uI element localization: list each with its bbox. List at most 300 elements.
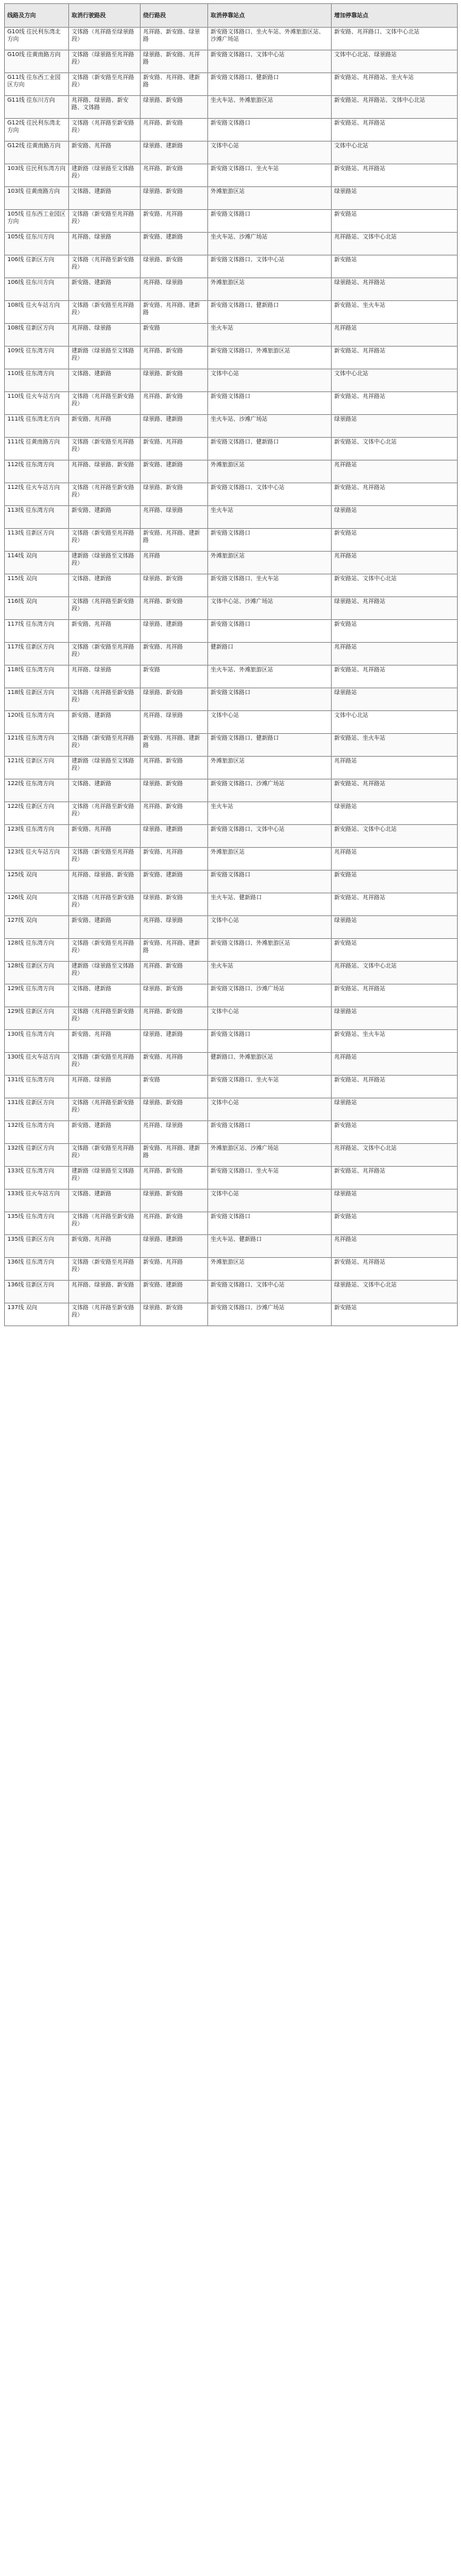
cancelled-stops-cell: 新安路文体路口、文体中心站 (208, 825, 332, 848)
added-stops-cell: 新安路站、坐火车站 (332, 301, 458, 324)
cancelled-stops-cell: 坐火车站 (208, 324, 332, 347)
table-row (5, 893, 458, 916)
header-cancelled-section: 取消行驶路段 (69, 4, 141, 28)
route-cell: 116线 双向 (5, 597, 69, 620)
table-row (5, 711, 458, 734)
cancelled-stops-cell: 新安路文体路口、文体中心站 (208, 50, 332, 73)
cancelled-section-cell: 兆祥路、绿景路、新安路 (69, 461, 141, 483)
table-row (5, 210, 458, 233)
route-cell: 113线 往东湾方向 (5, 506, 69, 529)
detour-section-cell: 绿景路、建新路 (141, 1235, 208, 1258)
added-stops-cell: 新安路站、坐火车站 (332, 1030, 458, 1053)
table-row (5, 574, 458, 597)
detour-section-cell: 兆祥路、绿景路 (141, 506, 208, 529)
route-cell: 130线 往东湾方向 (5, 1030, 69, 1053)
added-stops-cell: 绿景路站 (332, 1190, 458, 1212)
added-stops-cell: 新安路站、兆祥路站 (332, 1167, 458, 1190)
table-row (5, 1235, 458, 1258)
cancelled-section-cell: 文体路、建新路 (69, 369, 141, 392)
cancelled-section-cell: 文体路（新安路至兆祥路段） (69, 734, 141, 757)
detour-section-cell: 绿景路、新安路 (141, 779, 208, 802)
cancelled-section-cell: 文体路（新安路至兆祥路段） (69, 529, 141, 552)
route-cell: 108线 往火车站方向 (5, 301, 69, 324)
cancelled-section-cell: 兆祥路、绿景路、新安路 (69, 871, 141, 893)
cancelled-section-cell: 新安路、建新路 (69, 916, 141, 939)
detour-section-cell: 绿景路、新安路 (141, 985, 208, 1007)
cancelled-section-cell: 新安路、建新路 (69, 506, 141, 529)
route-cell: G12线 往民利东湾北方向 (5, 119, 69, 142)
cancelled-section-cell: 新安路、兆祥路 (69, 1235, 141, 1258)
cancelled-stops-cell: 新安路文体路口 (208, 1121, 332, 1144)
cancelled-section-cell: 兆祥路、绿景路 (69, 324, 141, 347)
cancelled-stops-cell: 新安路文体路口、沙滩广场站 (208, 985, 332, 1007)
detour-section-cell: 绿景路、建新路 (141, 620, 208, 643)
added-stops-cell: 绿景路站 (332, 415, 458, 438)
cancelled-section-cell: 文体路（新安路至兆祥路段） (69, 848, 141, 871)
route-cell: 128线 往新区方向 (5, 962, 69, 985)
added-stops-cell: 绿景路站 (332, 506, 458, 529)
added-stops-cell: 新安路站 (332, 210, 458, 233)
cancelled-section-cell: 文体路（新安路至兆祥路段） (69, 1258, 141, 1281)
added-stops-cell: 新安路站、兆祥路站 (332, 392, 458, 415)
table-header-row (5, 4, 458, 28)
table-row (5, 119, 458, 142)
table-row (5, 369, 458, 392)
detour-section-cell: 新安路 (141, 324, 208, 347)
route-cell: 115线 双向 (5, 574, 69, 597)
cancelled-stops-cell: 新安路文体路口、外滩旅游区站 (208, 347, 332, 369)
table-row (5, 347, 458, 369)
cancelled-stops-cell: 外滩旅游区站 (208, 278, 332, 301)
table-row (5, 483, 458, 506)
detour-section-cell: 绿景路、新安路 (141, 1190, 208, 1212)
detour-section-cell: 兆祥路、新安路、绿景路 (141, 28, 208, 50)
cancelled-section-cell: 建新路（绿景路至文体路段） (69, 552, 141, 574)
cancelled-stops-cell: 新安路文体路口、健新路口 (208, 73, 332, 96)
cancelled-stops-cell: 文体中心站 (208, 142, 332, 164)
cancelled-stops-cell: 新安路文体路口 (208, 529, 332, 552)
table-row (5, 233, 458, 255)
table-row (5, 1121, 458, 1144)
route-cell: G10线 往黄南路方向 (5, 50, 69, 73)
cancelled-stops-cell: 坐火车站、健新路口 (208, 1235, 332, 1258)
cancelled-stops-cell: 坐火车站 (208, 962, 332, 985)
route-cell: 136线 往新区方向 (5, 1281, 69, 1303)
detour-section-cell: 新安路、兆祥路 (141, 848, 208, 871)
cancelled-section-cell: 建新路（绿景路至文体路段） (69, 347, 141, 369)
table-row (5, 757, 458, 779)
cancelled-section-cell: 建新路（绿景路至文体路段） (69, 962, 141, 985)
route-cell: 113线 往新区方向 (5, 529, 69, 552)
cancelled-section-cell: 文体路（兆祥路至新安路段） (69, 483, 141, 506)
table-row (5, 1212, 458, 1235)
detour-section-cell: 兆祥路、新安路 (141, 757, 208, 779)
cancelled-stops-cell: 坐火车站 (208, 802, 332, 825)
detour-section-cell: 新安路、建新路 (141, 233, 208, 255)
cancelled-stops-cell: 新安路文体路口、健新路口 (208, 301, 332, 324)
table-row (5, 255, 458, 278)
detour-section-cell: 兆祥路、新安路 (141, 347, 208, 369)
table-row (5, 1258, 458, 1281)
table-row (5, 187, 458, 210)
detour-section-cell: 兆祥路、新安路 (141, 1007, 208, 1030)
cancelled-stops-cell: 新安路文体路口、健新路口 (208, 438, 332, 461)
detour-section-cell: 绿景路、新安路 (141, 369, 208, 392)
cancelled-section-cell: 新安路、兆祥路 (69, 142, 141, 164)
table-row (5, 802, 458, 825)
cancelled-section-cell: 文体路（新安路至兆祥路段） (69, 643, 141, 666)
cancelled-section-cell: 文体路（兆祥路至新安路段） (69, 1212, 141, 1235)
cancelled-section-cell: 新安路、兆祥路 (69, 620, 141, 643)
cancelled-stops-cell: 新安路文体路口、坐火车站 (208, 1167, 332, 1190)
added-stops-cell: 新安路站、兆祥路站 (332, 1258, 458, 1281)
table-row (5, 688, 458, 711)
cancelled-stops-cell: 健新路口 (208, 643, 332, 666)
cancelled-section-cell: 建新路（绿景路至文体路段） (69, 757, 141, 779)
detour-section-cell: 绿景路、新安路 (141, 893, 208, 916)
added-stops-cell: 新安路站、坐火车站 (332, 734, 458, 757)
cancelled-section-cell: 新安路、建新路 (69, 711, 141, 734)
detour-section-cell: 兆祥路、新安路 (141, 164, 208, 187)
added-stops-cell: 新安路、兆祥路口、文体中心北站 (332, 28, 458, 50)
cancelled-section-cell: 文体路（绿景路至兆祥路段） (69, 50, 141, 73)
added-stops-cell: 兆祥路站 (332, 643, 458, 666)
cancelled-section-cell: 文体路（兆祥路至新安路段） (69, 688, 141, 711)
route-cell: 108线 往新区方向 (5, 324, 69, 347)
cancelled-section-cell: 文体路、建新路 (69, 779, 141, 802)
added-stops-cell: 新安路站、兆祥路站 (332, 666, 458, 688)
cancelled-stops-cell: 外滩旅游区站 (208, 1258, 332, 1281)
detour-section-cell: 绿景路、建新路 (141, 825, 208, 848)
added-stops-cell: 文体中心北站 (332, 369, 458, 392)
route-cell: 123线 往火车站方向 (5, 848, 69, 871)
detour-section-cell: 绿景路、新安路 (141, 96, 208, 119)
cancelled-stops-cell: 坐火车站、健新路口 (208, 893, 332, 916)
detour-section-cell: 新安路、兆祥路、建新路 (141, 301, 208, 324)
detour-section-cell: 新安路 (141, 1076, 208, 1098)
cancelled-section-cell: 文体路、建新路 (69, 1190, 141, 1212)
added-stops-cell: 新安路站、兆祥路站 (332, 347, 458, 369)
detour-section-cell: 新安路、兆祥路 (141, 1258, 208, 1281)
cancelled-stops-cell: 文体中心站 (208, 1190, 332, 1212)
cancelled-stops-cell: 坐火车站、沙滩广场站 (208, 415, 332, 438)
cancelled-section-cell: 文体路（新安路至兆祥路段） (69, 1144, 141, 1167)
added-stops-cell: 新安路站 (332, 871, 458, 893)
added-stops-cell: 新安路站、兆祥路站 (332, 1076, 458, 1098)
added-stops-cell: 新安路站、文体中心北站 (332, 438, 458, 461)
cancelled-stops-cell: 坐火车站、外滩旅游区站 (208, 666, 332, 688)
detour-section-cell: 新安路 (141, 666, 208, 688)
route-cell: G11线 往东西工业园区方向 (5, 73, 69, 96)
route-cell: 132线 往新区方向 (5, 1144, 69, 1167)
cancelled-stops-cell: 文体中心站 (208, 369, 332, 392)
detour-section-cell: 兆祥路、新安路 (141, 1212, 208, 1235)
detour-section-cell: 新安路、建新路 (141, 461, 208, 483)
cancelled-stops-cell: 新安路文体路口 (208, 871, 332, 893)
route-cell: 122线 往新区方向 (5, 802, 69, 825)
added-stops-cell: 兆祥路站 (332, 1053, 458, 1076)
table-row (5, 916, 458, 939)
cancelled-stops-cell: 新安路文体路口 (208, 392, 332, 415)
added-stops-cell: 新安路站、兆祥路站 (332, 985, 458, 1007)
table-row (5, 848, 458, 871)
detour-section-cell: 绿景路、建新路 (141, 142, 208, 164)
detour-section-cell: 兆祥路 (141, 552, 208, 574)
table-row (5, 1281, 458, 1303)
cancelled-stops-cell: 新安路文体路口 (208, 620, 332, 643)
header-route: 线路及方向 (5, 4, 69, 28)
route-cell: 121线 往东湾方向 (5, 734, 69, 757)
route-cell: G10线 往民利东湾北方向 (5, 28, 69, 50)
route-cell: 130线 往火车站方向 (5, 1053, 69, 1076)
table-row (5, 506, 458, 529)
cancelled-section-cell: 新安路、兆祥路 (69, 415, 141, 438)
cancelled-stops-cell: 外滩旅游区站、沙滩广场站 (208, 1144, 332, 1167)
added-stops-cell: 兆祥路站、文体中心北站 (332, 1144, 458, 1167)
added-stops-cell: 兆祥路站 (332, 848, 458, 871)
cancelled-stops-cell: 坐火车站、沙滩广场站 (208, 233, 332, 255)
route-cell: 136线 往东湾方向 (5, 1258, 69, 1281)
route-cell: 109线 往东湾方向 (5, 347, 69, 369)
detour-section-cell: 新安路、兆祥路 (141, 210, 208, 233)
cancelled-stops-cell: 外滩旅游区站 (208, 187, 332, 210)
table-row (5, 96, 458, 119)
table-row (5, 1076, 458, 1098)
cancelled-section-cell: 兆祥路、绿景路 (69, 666, 141, 688)
route-cell: 131线 往新区方向 (5, 1098, 69, 1121)
cancelled-section-cell: 文体路（新安路至兆祥路段） (69, 210, 141, 233)
cancelled-stops-cell: 外滩旅游区站 (208, 552, 332, 574)
detour-section-cell: 兆祥路、绿景路 (141, 711, 208, 734)
route-cell: 121线 往新区方向 (5, 757, 69, 779)
cancelled-section-cell: 文体路、建新路 (69, 574, 141, 597)
cancelled-stops-cell: 新安路文体路口、沙滩广场站 (208, 1303, 332, 1326)
cancelled-section-cell: 文体路（新安路至兆祥路段） (69, 1053, 141, 1076)
added-stops-cell: 新安路站、文体中心北站 (332, 574, 458, 597)
table-row (5, 529, 458, 552)
table-row (5, 552, 458, 574)
added-stops-cell: 新安路站、兆祥路站、文体中心北站 (332, 96, 458, 119)
table-row (5, 1144, 458, 1167)
table-row (5, 1303, 458, 1326)
detour-section-cell: 兆祥路、绿景路 (141, 1121, 208, 1144)
added-stops-cell: 新安路站、文体中心北站 (332, 825, 458, 848)
cancelled-stops-cell: 新安路文体路口、坐火车站 (208, 164, 332, 187)
cancelled-section-cell: 文体路（兆祥路至新安路段） (69, 1098, 141, 1121)
added-stops-cell: 新安路站、兆祥路站 (332, 164, 458, 187)
detour-section-cell: 新安路、建新路 (141, 1281, 208, 1303)
table-row (5, 962, 458, 985)
cancelled-stops-cell: 新安路文体路口 (208, 210, 332, 233)
table-row (5, 164, 458, 187)
cancelled-section-cell: 新安路、建新路 (69, 1121, 141, 1144)
detour-section-cell: 兆祥路、新安路 (141, 392, 208, 415)
added-stops-cell: 文体中心北站 (332, 711, 458, 734)
table-row (5, 392, 458, 415)
added-stops-cell: 新安路站 (332, 1303, 458, 1326)
header-added-stops: 增加停靠站点 (332, 4, 458, 28)
cancelled-stops-cell: 新安路文体路口、坐火车站 (208, 574, 332, 597)
route-cell: 103线 往民利东湾方向 (5, 164, 69, 187)
cancelled-section-cell: 文体路（兆祥路至新安路段） (69, 597, 141, 620)
added-stops-cell: 新安路站、兆祥路站 (332, 119, 458, 142)
detour-section-cell: 绿景路、新安路 (141, 1098, 208, 1121)
table-row (5, 597, 458, 620)
added-stops-cell: 绿景路站 (332, 688, 458, 711)
added-stops-cell: 新安路站 (332, 529, 458, 552)
header-cancelled-stops: 取消停靠站点 (208, 4, 332, 28)
route-cell: 135线 往新区方向 (5, 1235, 69, 1258)
route-cell: 118线 往东湾方向 (5, 666, 69, 688)
detour-section-cell: 新安路、兆祥路 (141, 1053, 208, 1076)
added-stops-cell: 新安路站 (332, 1212, 458, 1235)
route-cell: 110线 往东湾方向 (5, 369, 69, 392)
cancelled-section-cell: 文体路（兆祥路至新安路段） (69, 255, 141, 278)
route-cell: 122线 往东湾方向 (5, 779, 69, 802)
added-stops-cell: 绿景路站 (332, 1007, 458, 1030)
route-cell: 105线 往东川方向 (5, 233, 69, 255)
detour-section-cell: 新安路、建新路 (141, 871, 208, 893)
added-stops-cell: 兆祥路站 (332, 1235, 458, 1258)
cancelled-stops-cell: 新安路文体路口 (208, 1212, 332, 1235)
added-stops-cell: 兆祥路站 (332, 324, 458, 347)
route-cell: 127线 双向 (5, 916, 69, 939)
table-row (5, 1167, 458, 1190)
added-stops-cell: 绿景路站 (332, 802, 458, 825)
cancelled-section-cell: 文体路（兆祥路至新安路段） (69, 893, 141, 916)
cancelled-stops-cell: 坐火车站 (208, 506, 332, 529)
added-stops-cell: 绿景路站、兆祥路站 (332, 597, 458, 620)
route-cell: 106线 往东川方向 (5, 278, 69, 301)
table-row (5, 415, 458, 438)
route-cell: 133线 往火车站方向 (5, 1190, 69, 1212)
added-stops-cell: 绿景路站、文体中心北站 (332, 1281, 458, 1303)
added-stops-cell: 新安路站、兆祥路站 (332, 779, 458, 802)
cancelled-section-cell: 建新路（绿景路至文体路段） (69, 1167, 141, 1190)
detour-section-cell: 绿景路、新安路、兆祥路 (141, 50, 208, 73)
route-cell: 106线 往新区方向 (5, 255, 69, 278)
route-cell: 131线 往东湾方向 (5, 1076, 69, 1098)
route-cell: 125线 双向 (5, 871, 69, 893)
table-row (5, 142, 458, 164)
table-row (5, 779, 458, 802)
route-cell: 123线 往东湾方向 (5, 825, 69, 848)
table-row (5, 28, 458, 50)
table-row (5, 438, 458, 461)
detour-section-cell: 兆祥路、绿景路 (141, 916, 208, 939)
detour-section-cell: 兆祥路、新安路 (141, 1167, 208, 1190)
table-row (5, 73, 458, 96)
route-cell: 135线 往东湾方向 (5, 1212, 69, 1235)
detour-section-cell: 绿景路、新安路 (141, 255, 208, 278)
detour-section-cell: 绿景路、新安路 (141, 187, 208, 210)
cancelled-section-cell: 文体路（兆祥路至新安路段） (69, 1303, 141, 1326)
route-cell: 129线 往新区方向 (5, 1007, 69, 1030)
route-cell: 126线 双向 (5, 893, 69, 916)
table-body (5, 28, 458, 1326)
detour-section-cell: 兆祥路、新安路 (141, 802, 208, 825)
cancelled-section-cell: 兆祥路、绿景路、新安路 (69, 1281, 141, 1303)
table-row (5, 1030, 458, 1053)
added-stops-cell: 兆祥路站、文体中心北站 (332, 962, 458, 985)
cancelled-stops-cell: 新安路文体路口、文体中心站 (208, 1281, 332, 1303)
table-row (5, 939, 458, 962)
route-cell: 117线 往新区方向 (5, 643, 69, 666)
detour-section-cell: 新安路、兆祥路 (141, 643, 208, 666)
route-cell: 132线 往东湾方向 (5, 1121, 69, 1144)
route-cell: 118线 往新区方向 (5, 688, 69, 711)
detour-section-cell: 兆祥路、新安路 (141, 597, 208, 620)
added-stops-cell: 兆祥路站 (332, 757, 458, 779)
cancelled-section-cell: 文体路（兆祥路至新安路段） (69, 1007, 141, 1030)
route-cell: 112线 往东湾方向 (5, 461, 69, 483)
cancelled-stops-cell: 新安路文体路口、外滩旅游区站 (208, 939, 332, 962)
cancelled-section-cell: 文体路（兆祥路至新安路段） (69, 802, 141, 825)
cancelled-section-cell: 文体路（新安路至兆祥路段） (69, 301, 141, 324)
added-stops-cell: 新安路站、兆祥路站、坐火车站 (332, 73, 458, 96)
added-stops-cell: 新安路站 (332, 939, 458, 962)
table-row (5, 324, 458, 347)
cancelled-stops-cell: 文体中心站 (208, 1007, 332, 1030)
detour-section-cell: 新安路、兆祥路、建新路 (141, 529, 208, 552)
detour-section-cell: 绿景路、建新路 (141, 1030, 208, 1053)
cancelled-stops-cell: 新安路文体路口、坐火车站、外滩旅游区站、沙滩广场站 (208, 28, 332, 50)
detour-section-cell: 兆祥路、绿景路 (141, 278, 208, 301)
table-row (5, 620, 458, 643)
detour-section-cell: 新安路、兆祥路、建新路 (141, 939, 208, 962)
table-row (5, 1053, 458, 1076)
cancelled-stops-cell: 外滩旅游区站 (208, 848, 332, 871)
added-stops-cell: 文体中心北站、绿景路站 (332, 50, 458, 73)
added-stops-cell: 绿景路站 (332, 187, 458, 210)
detour-section-cell: 新安路、兆祥路、建新路 (141, 734, 208, 757)
cancelled-stops-cell: 外滩旅游区站 (208, 757, 332, 779)
table-row (5, 461, 458, 483)
route-cell: G11线 往东川方向 (5, 96, 69, 119)
route-change-table (4, 3, 458, 1326)
detour-section-cell: 绿景路、新安路 (141, 1303, 208, 1326)
route-cell: 133线 往东湾方向 (5, 1167, 69, 1190)
table-row (5, 871, 458, 893)
route-cell: 114线 双向 (5, 552, 69, 574)
table-row (5, 985, 458, 1007)
cancelled-stops-cell: 外滩旅游区站 (208, 461, 332, 483)
header-detour-section: 绕行路段 (141, 4, 208, 28)
cancelled-stops-cell: 新安路文体路口 (208, 688, 332, 711)
cancelled-stops-cell: 新安路文体路口、沙滩广场站 (208, 779, 332, 802)
cancelled-section-cell: 兆祥路、绿景路 (69, 1076, 141, 1098)
cancelled-section-cell: 文体路、建新路 (69, 985, 141, 1007)
cancelled-section-cell: 文体路（兆祥路至新安路段） (69, 119, 141, 142)
route-cell: 111线 往东湾北方向 (5, 415, 69, 438)
table-row (5, 301, 458, 324)
cancelled-section-cell: 文体路（兆祥路至绿景路段） (69, 28, 141, 50)
table-row (5, 734, 458, 757)
cancelled-stops-cell: 文体中心站 (208, 1098, 332, 1121)
cancelled-stops-cell: 坐火车站、外滩旅游区站 (208, 96, 332, 119)
cancelled-section-cell: 兆祥路、绿景路 (69, 233, 141, 255)
route-cell: 129线 往东湾方向 (5, 985, 69, 1007)
cancelled-section-cell: 文体路、建新路 (69, 187, 141, 210)
cancelled-stops-cell: 新安路文体路口 (208, 1030, 332, 1053)
added-stops-cell: 新安路站、兆祥路站 (332, 483, 458, 506)
route-cell: 110线 往火车站方向 (5, 392, 69, 415)
route-cell: 117线 往东湾方向 (5, 620, 69, 643)
cancelled-section-cell: 文体路（新安路至兆祥路段） (69, 939, 141, 962)
table-row (5, 50, 458, 73)
table-row (5, 1007, 458, 1030)
route-cell: 137线 双向 (5, 1303, 69, 1326)
